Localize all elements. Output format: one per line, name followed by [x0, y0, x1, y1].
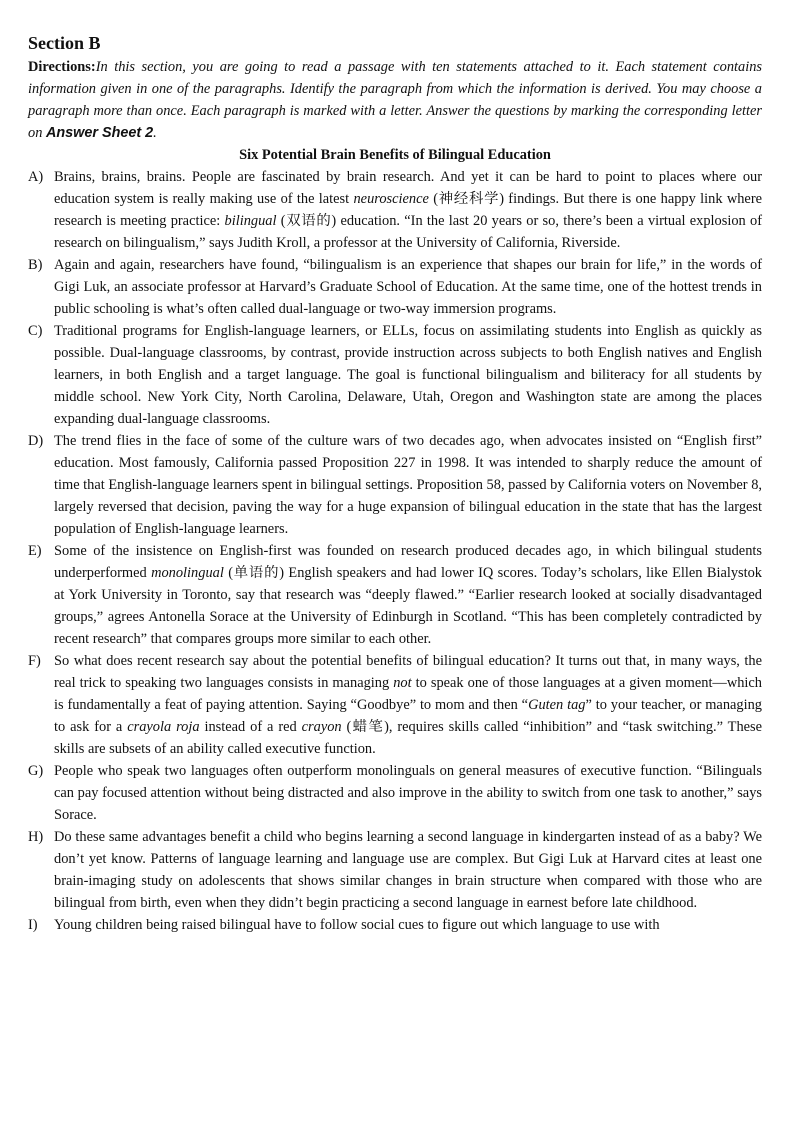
paragraph-text [54, 543, 762, 647]
paragraph-letter: A) [28, 169, 44, 185]
paragraph-letter: F) [28, 653, 41, 669]
paragraph [28, 166, 762, 254]
text-segment: (双语的) education. “In the last 20 years or so, there’s been a virtual explosion of research on bilingualism,” says Judith Kroll, a professor at the University of California, Riverside. [54, 213, 762, 251]
text-segment: People who speak two languages often outperform monolinguals on general measures of executive function. “Bilinguals can pay focused attention without being distracted and also improve in the ability to switch from one task to another,” says Sorace. [54, 763, 762, 823]
paragraph-letter: G) [28, 763, 44, 779]
paragraph [28, 320, 762, 430]
text-segment: ” to your teacher, or managing to ask for a [54, 697, 762, 735]
text-segment: So what does recent research say about the potential benefits of bilingual education? It turns out that, in many ways, the real trick to speaking two languages consists in managing [54, 653, 762, 691]
paragraph-letter: E) [28, 543, 42, 559]
paragraph-text [54, 433, 762, 537]
paragraph-text [54, 169, 762, 251]
paragraph [28, 650, 762, 760]
italic-term: bilingual [224, 213, 277, 229]
text-segment: Traditional programs for English-language learners, or ELLs, focus on assimilating students into English as quickly as possible. Dual-language classrooms, by contrast, provide instruction across subjects to both English natives and English learners, in both English and a target language. The goal is functional bilingualism and biliteracy for all students by middle school. New York City, North Carolina, Delaware, Utah, Oregon and Washington state are among the places expanding dual-language classrooms. [54, 323, 762, 427]
paragraph [28, 914, 762, 936]
paragraph [28, 540, 762, 650]
text-segment: Brains, brains, brains. People are fascinated by brain research. And yet it can be hard to point to places where our education system is really making use of the latest [54, 169, 762, 207]
paragraph-text [54, 917, 660, 933]
text-segment: Do these same advantages benefit a child who begins learning a second language in kindergarten instead of as a baby? We don’t yet know. Patterns of language learning and language use are complex. But Gigi Luk at Harvard cites at least one brain-imaging study on adolescents that shows similar changes in brain structure when compared with those who are bilingual from birth, even when they didn’t begin practicing a second language in earnest before late childhood. [54, 829, 762, 911]
paragraph [28, 760, 762, 826]
paragraph-letter: B) [28, 257, 43, 273]
directions-text: In this section, you are going to read a passage with ten statements attached to it. Each statement contains information given in one of the paragraphs. Identify the paragraph from which the information is derived. You may choose a paragraph more than once. Each paragraph is marked with a letter. Answer the questions by marking the corresponding letter on [28, 59, 762, 141]
answer-sheet-label: Answer Sheet 2 [46, 125, 154, 141]
paragraph-letter: C) [28, 323, 43, 339]
paragraph-letter: D) [28, 433, 44, 449]
italic-term: neuroscience [353, 191, 429, 207]
text-segment: Young children being raised bilingual have to follow social cues to figure out which language to use with [54, 917, 660, 933]
text-segment: (蜡笔), requires skills called “inhibition” and “task switching.” These skills are subsets of an ability called executive function. [54, 719, 763, 757]
paragraph-text [54, 323, 762, 427]
directions-label: Directions: [28, 59, 96, 75]
text-segment: (神经科学) findings. But there is one happy link where research is meeting practice: [54, 191, 762, 229]
paragraph-letter: I) [28, 917, 38, 933]
text-segment: Some of the insistence on English-first was founded on research produced decades ago, in which bilingual students underperformed [54, 543, 762, 581]
directions [28, 56, 762, 144]
paragraph-text [54, 763, 762, 823]
paragraph [28, 430, 762, 540]
paragraph [28, 826, 762, 914]
text-segment: to speak one of those languages at a given moment—which is fundamentally a feat of paying attention. Saying “Goodbye” to mom and then “ [54, 675, 762, 713]
italic-term: crayon [301, 719, 342, 735]
text-segment: (单语的) English speakers and had lower IQ scores. Today’s scholars, like Ellen Bialystok at York University in Toronto, say that research was “deeply flawed.” “Earlier research looked at socially disadvantaged groups,” agrees Antonella Sorace at the University of Edinburgh in Scotland. “This has been completely contradicted by recent research” that compares groups more similar to each other. [54, 565, 763, 647]
paragraph-list [28, 166, 762, 936]
paragraph [28, 254, 762, 320]
page [28, 32, 762, 936]
paragraph-text [54, 257, 762, 317]
paragraph-text [54, 653, 762, 757]
paragraph-letter: H) [28, 829, 44, 845]
section-title: Section B [28, 33, 101, 53]
italic-term: Guten tag [528, 697, 586, 713]
text-segment: The trend flies in the face of some of the culture wars of two decades ago, when advocates insisted on “English first” education. Most famously, California passed Proposition 227 in 1998. It was intended to sharply reduce the amount of time that English-language learners spent in bilingual settings. Proposition 58, passed by California voters on November 8, largely reversed that decision, paving the way for a huge expansion of bilingual education in the state that has the largest population of English-language learners. [54, 433, 762, 537]
italic-term: crayola roja [127, 719, 200, 735]
paragraph-text [54, 829, 762, 911]
passage-title: Six Potential Brain Benefits of Bilingual Education [239, 147, 551, 163]
italic-term: monolingual [151, 565, 224, 581]
italic-term: not [393, 675, 412, 691]
directions-end: . [153, 125, 157, 141]
text-segment: instead of a red [199, 719, 302, 735]
text-segment: Again and again, researchers have found, “bilingualism is an experience that shapes our brain for life,” in the words of Gigi Luk, an associate professor at Harvard’s Graduate School of Education. At the same time, one of the hottest trends in public schooling is what’s often called dual-language or two-way immersion programs. [54, 257, 762, 317]
